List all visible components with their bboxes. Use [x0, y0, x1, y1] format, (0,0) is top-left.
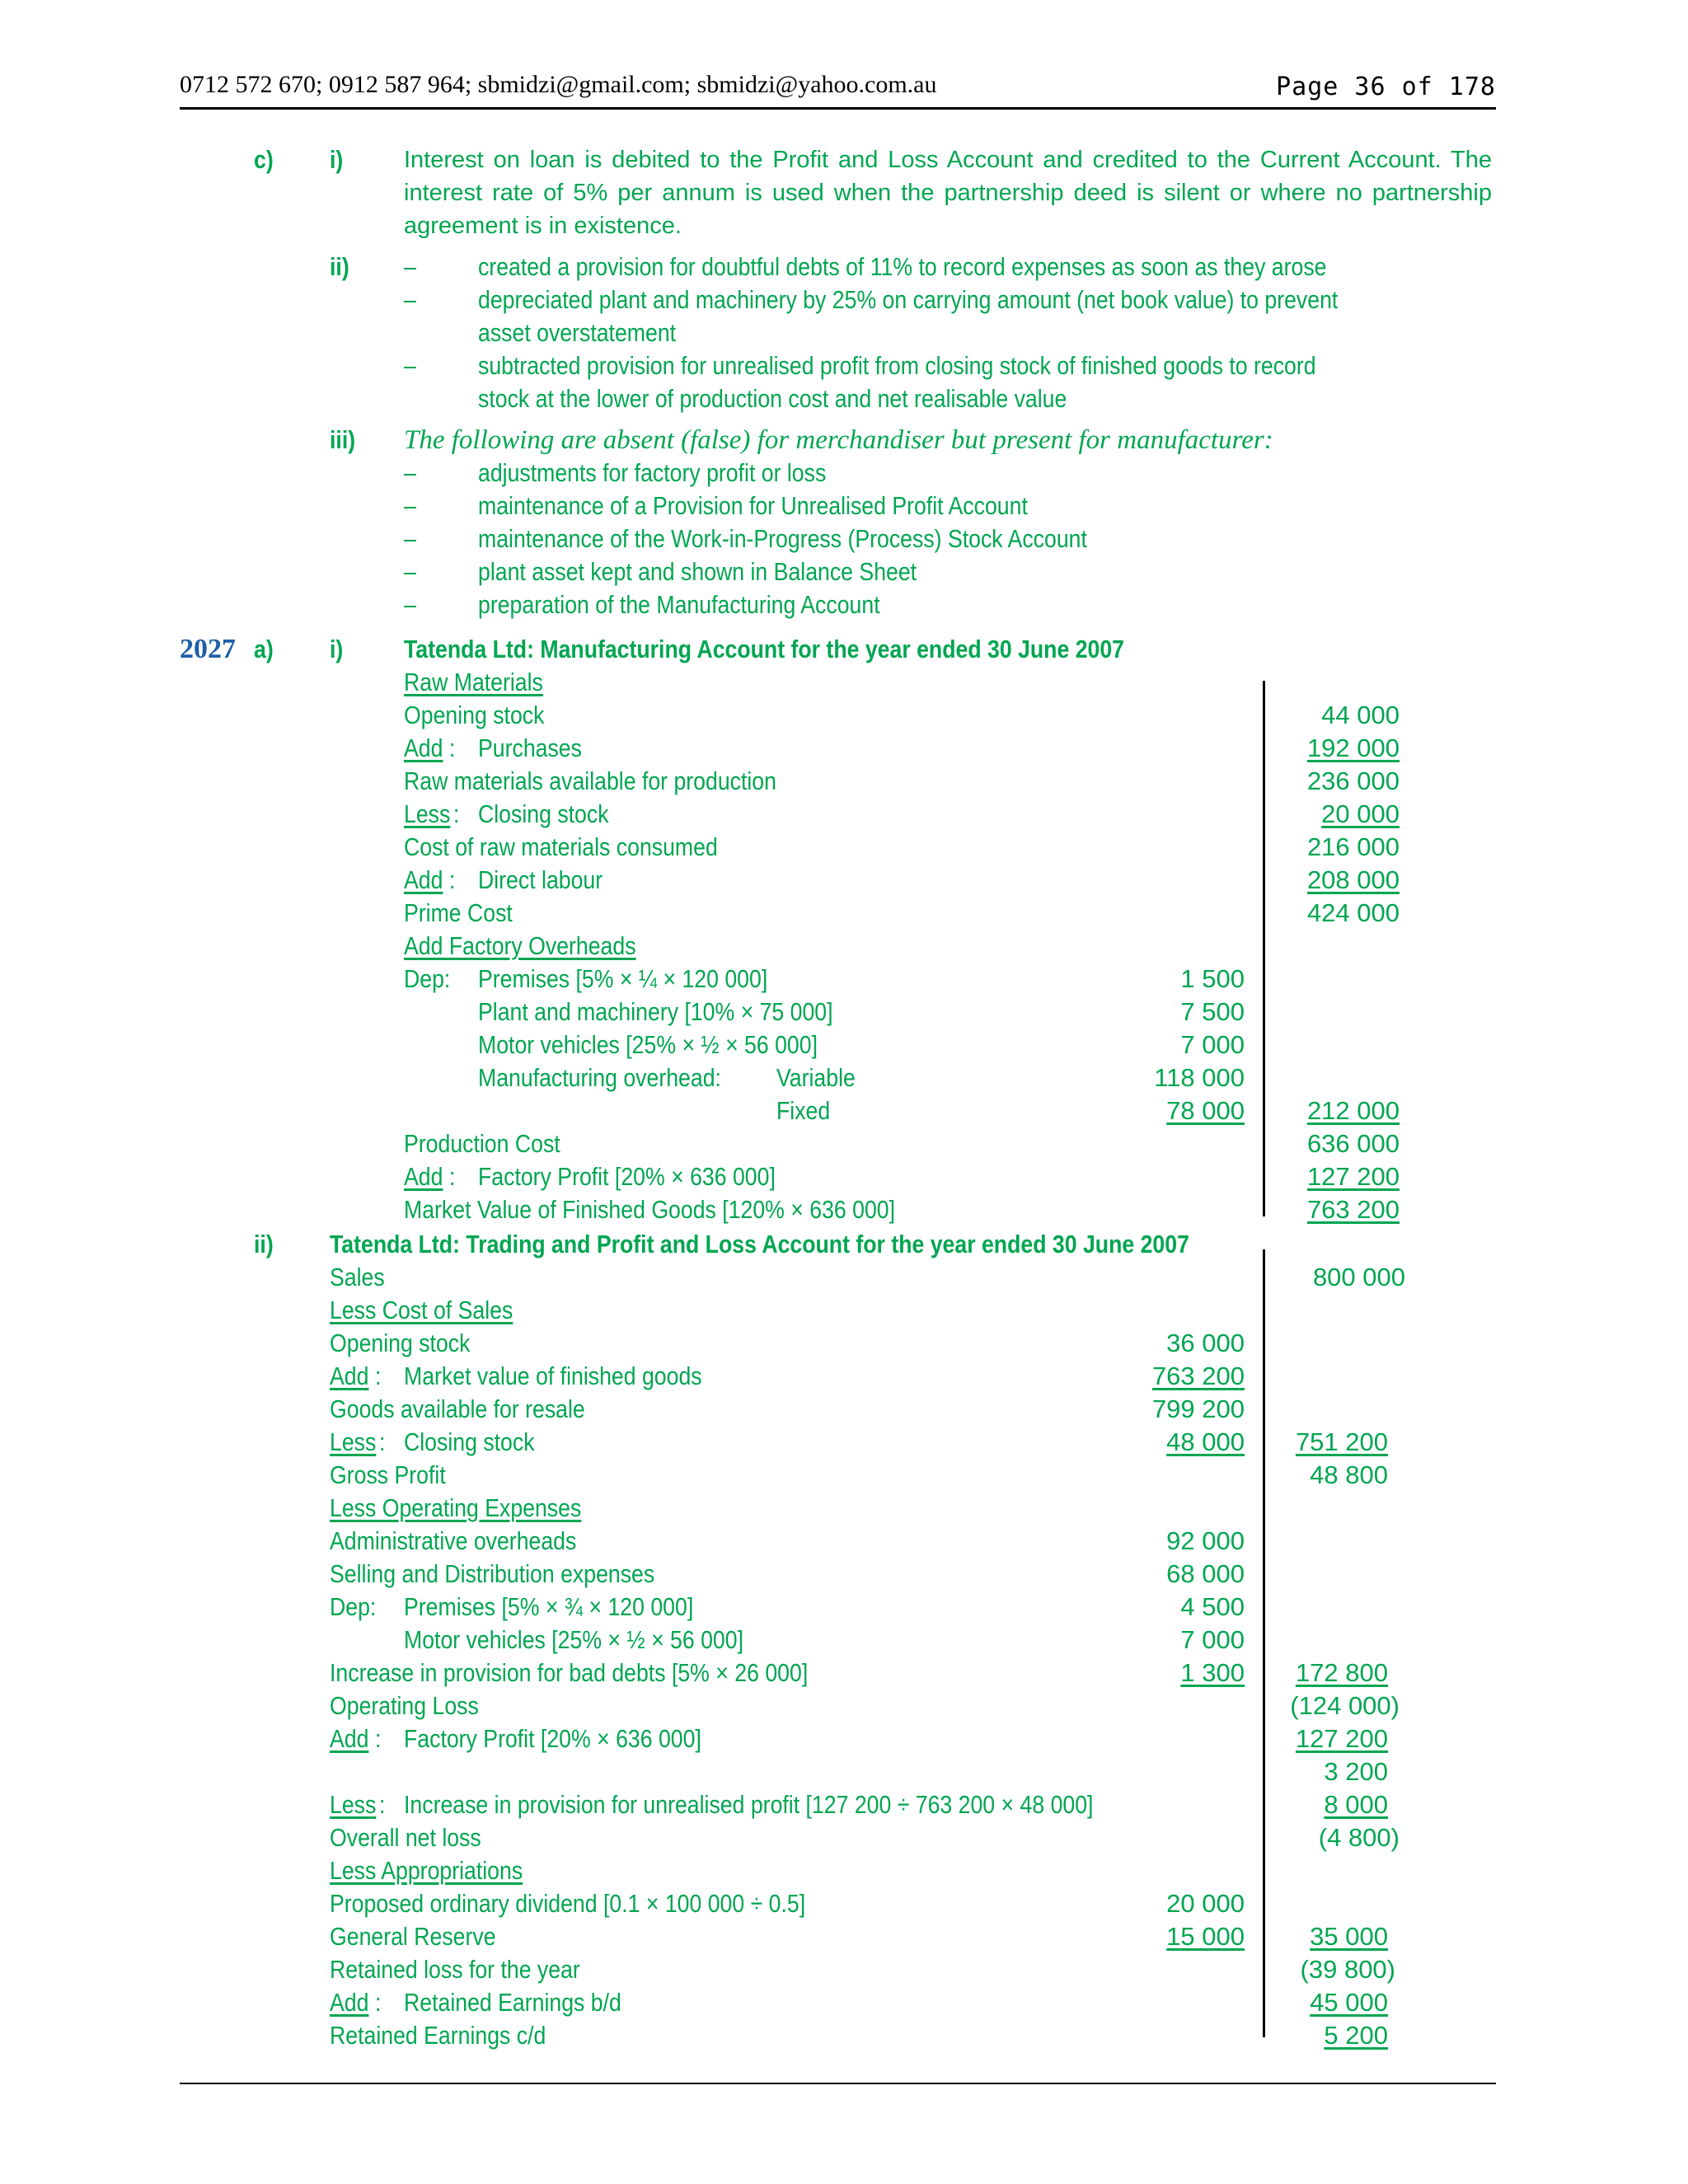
closing-stock-label: Closing stock: [404, 1427, 535, 1456]
market-value-value: 763 200: [1306, 1195, 1400, 1224]
dash: –: [404, 590, 416, 619]
goods-available-label: Goods available for resale: [330, 1394, 585, 1423]
direct-labour-label: Direct labour: [478, 865, 603, 894]
dash: –: [404, 557, 416, 586]
opening-stock-label: Opening stock: [330, 1329, 471, 1357]
header-contact: 0712 572 670; 0912 587 964; sbmidzi@gmail.com; sbmidzi@yahoo.com.au: [180, 71, 937, 98]
admin-label: Administrative overheads: [330, 1526, 577, 1555]
dividend-label: Proposed ordinary dividend [0.1 × 100 000 ÷ 0.5]: [330, 1889, 806, 1918]
prime-cost-value: 424 000: [1306, 898, 1400, 927]
bad-debts-label: Increase in provision for bad debts [5% × 26 000]: [330, 1658, 809, 1687]
factory-profit-value: 127 200: [1306, 1162, 1400, 1191]
direct-labour-value: 208 000: [1306, 865, 1400, 894]
selling-value: 68 000: [1166, 1559, 1245, 1588]
dep-label: Dep:: [404, 964, 451, 993]
cost-of-sales-value: 751 200: [1295, 1427, 1388, 1456]
dash: –: [404, 252, 416, 281]
closing-stock-value: 20 000: [1321, 799, 1400, 828]
operating-loss-value: (124 000): [1290, 1691, 1400, 1720]
factory-profit-value: 127 200: [1295, 1724, 1388, 1753]
production-cost-value: 636 000: [1306, 1129, 1400, 1158]
dividend-value: 20 000: [1166, 1889, 1245, 1918]
c-ii-label: ii): [330, 252, 349, 281]
colon: :: [375, 1988, 382, 2017]
available-label: Raw materials available for production: [404, 766, 776, 795]
dep-premises-label: Premises [5% × ¼ × 120 000]: [478, 964, 768, 993]
dep-premises-label: Premises [5% × ¾ × 120 000]: [404, 1592, 694, 1621]
c-iii-intro: The following are absent (false) for merchandiser but present for manufacturer:: [404, 425, 1273, 455]
manufacturing-title: Tatenda Ltd: Manufacturing Account for the year ended 30 June 2007: [404, 635, 1125, 663]
add-label: Add: [404, 865, 443, 894]
page-footer-rule: [180, 2083, 1496, 2084]
colon: :: [449, 865, 456, 894]
fixed-label: Fixed: [776, 1096, 831, 1125]
production-cost-label: Production Cost: [404, 1129, 560, 1158]
gross-profit-value: 48 800: [1310, 1460, 1388, 1489]
retained-cd-value: 5 200: [1324, 2021, 1388, 2050]
unrealised-label: Increase in provision for unrealised profit [127 200 ÷ 763 200 × 48 000]: [404, 1790, 1094, 1819]
operating-expenses-heading: Less Operating Expenses: [330, 1493, 582, 1522]
opening-stock-label: Opening stock: [404, 701, 545, 729]
operating-loss-label: Operating Loss: [330, 1691, 479, 1720]
admin-value: 92 000: [1166, 1526, 1245, 1555]
c-iii-label: iii): [330, 425, 356, 454]
dash: –: [404, 491, 416, 520]
closing-stock-label: Closing stock: [478, 799, 609, 828]
colon: :: [379, 1790, 386, 1819]
c-ii-item: stock at the lower of production cost and net realisable value: [478, 384, 1067, 413]
sales-value: 800 000: [1312, 1263, 1405, 1291]
retained-bd-label: Retained Earnings b/d: [404, 1988, 621, 2017]
factory-overheads-heading: Add Factory Overheads: [404, 931, 636, 960]
dep-plant-label: Plant and machinery [10% × 75 000]: [478, 997, 833, 1026]
c-ii-item: depreciated plant and machinery by 25% on carrying amount (net book value) to prevent: [478, 285, 1339, 314]
dash: –: [404, 285, 416, 314]
retained-loss-label: Retained loss for the year: [330, 1955, 580, 1984]
expenses-total-value: 172 800: [1295, 1658, 1388, 1687]
header-page-number: Page 36 of 178: [1276, 73, 1496, 101]
gross-profit-label: Gross Profit: [330, 1460, 446, 1489]
general-reserve-value: 15 000: [1166, 1922, 1245, 1951]
c-ii-item: asset overstatement: [478, 318, 677, 347]
subtotal-value: 3 200: [1324, 1757, 1388, 1786]
retained-cd-label: Retained Earnings c/d: [330, 2021, 546, 2050]
less-label: Less: [330, 1427, 377, 1456]
colon: :: [375, 1361, 382, 1390]
selling-label: Selling and Distribution expenses: [330, 1559, 655, 1588]
add-label: Add: [330, 1988, 369, 2017]
fixed-value: 78 000: [1166, 1096, 1245, 1125]
colon: :: [449, 733, 456, 762]
market-value-label: Market Value of Finished Goods [120% × 636 000]: [404, 1195, 896, 1224]
retained-loss-value: (39 800): [1300, 1955, 1395, 1984]
available-value: 236 000: [1306, 766, 1400, 795]
less-label: Less: [404, 799, 451, 828]
question-a-label: a): [254, 635, 274, 663]
add-label: Add: [330, 1724, 369, 1753]
opening-stock-value: 36 000: [1166, 1329, 1245, 1357]
dep-plant-value: 7 500: [1180, 997, 1245, 1026]
dep-motor-value: 7 000: [1180, 1625, 1245, 1654]
unrealised-value: 8 000: [1324, 1790, 1388, 1819]
c-i-label: i): [330, 145, 344, 174]
c-iii-item: maintenance of a Provision for Unrealised Profit Account: [478, 491, 1028, 520]
dash: –: [404, 351, 416, 380]
raw-materials-heading: Raw Materials: [404, 668, 543, 696]
add-label: Add: [330, 1361, 369, 1390]
less-label: Less: [330, 1790, 377, 1819]
colon: :: [375, 1724, 382, 1753]
sales-label: Sales: [330, 1263, 385, 1291]
general-reserve-label: General Reserve: [330, 1922, 496, 1951]
c-iii-item: adjustments for factory profit or loss: [478, 458, 827, 487]
mfg-overhead-label: Manufacturing overhead:: [478, 1063, 721, 1092]
question-i-label: i): [330, 635, 344, 663]
c-ii-item: subtracted provision for unrealised profit from closing stock of finished goods to record: [478, 351, 1316, 380]
variable-label: Variable: [776, 1063, 856, 1092]
cost-consumed-value: 216 000: [1306, 832, 1400, 861]
market-value-goods-label: Market value of finished goods: [404, 1361, 702, 1390]
overheads-total-value: 212 000: [1306, 1096, 1400, 1125]
question-year: 2027: [180, 634, 236, 664]
c-iii-item: plant asset kept and shown in Balance Sheet: [478, 557, 917, 586]
factory-profit-label: Factory Profit [20% × 636 000]: [404, 1724, 701, 1753]
purchases-value: 192 000: [1306, 733, 1400, 762]
closing-stock-value: 48 000: [1166, 1427, 1245, 1456]
trading-title: Tatenda Ltd: Trading and Profit and Loss Account for the year ended 30 June 2007: [330, 1230, 1189, 1258]
c-iii-item: maintenance of the Work-in-Progress (Process) Stock Account: [478, 524, 1087, 553]
colon: :: [453, 799, 460, 828]
bad-debts-value: 1 300: [1180, 1658, 1245, 1687]
c-iii-item: preparation of the Manufacturing Account: [478, 590, 880, 619]
market-value-goods-value: 763 200: [1151, 1361, 1245, 1390]
section-c-label: c): [254, 145, 274, 174]
dash: –: [404, 458, 416, 487]
cost-consumed-label: Cost of raw materials consumed: [404, 832, 718, 861]
add-label: Add: [404, 733, 443, 762]
column-divider: [1263, 1249, 1265, 2037]
cost-of-sales-heading: Less Cost of Sales: [330, 1296, 513, 1324]
colon: :: [379, 1427, 386, 1456]
overall-net-loss-value: (4 800): [1318, 1823, 1400, 1852]
appropriations-heading: Less Appropriations: [330, 1856, 523, 1885]
page-header: [180, 71, 1496, 110]
opening-stock-value: 44 000: [1321, 701, 1400, 729]
appropriations-total-value: 35 000: [1310, 1922, 1388, 1951]
factory-profit-label: Factory Profit [20% × 636 000]: [478, 1162, 776, 1191]
colon: :: [449, 1162, 456, 1191]
overall-net-loss-label: Overall net loss: [330, 1823, 481, 1852]
dep-motor-value: 7 000: [1180, 1030, 1245, 1059]
purchases-label: Purchases: [478, 733, 582, 762]
dash: –: [404, 524, 416, 553]
dep-premises-value: 1 500: [1180, 964, 1245, 993]
dep-motor-label: Motor vehicles [25% × ½ × 56 000]: [478, 1030, 818, 1059]
add-label: Add: [404, 1162, 443, 1191]
dep-premises-value: 4 500: [1180, 1592, 1245, 1621]
c-ii-item: created a provision for doubtful debts of 11% to record expenses as soon as they arose: [478, 252, 1327, 281]
dep-label: Dep:: [330, 1592, 377, 1621]
retained-bd-value: 45 000: [1310, 1988, 1388, 2017]
question-ii-label: ii): [254, 1230, 274, 1258]
c-i-text: Interest on loan is debited to the Profit and Loss Account and credited to the Current Account. The interest rate of 5% per annum is used when the partnership deed is silent or where no partnership agreement is in existence.: [404, 147, 1492, 239]
variable-value: 118 000: [1154, 1063, 1245, 1092]
dep-motor-label: Motor vehicles [25% × ½ × 56 000]: [404, 1625, 743, 1654]
goods-available-value: 799 200: [1151, 1394, 1245, 1423]
prime-cost-label: Prime Cost: [404, 898, 513, 927]
